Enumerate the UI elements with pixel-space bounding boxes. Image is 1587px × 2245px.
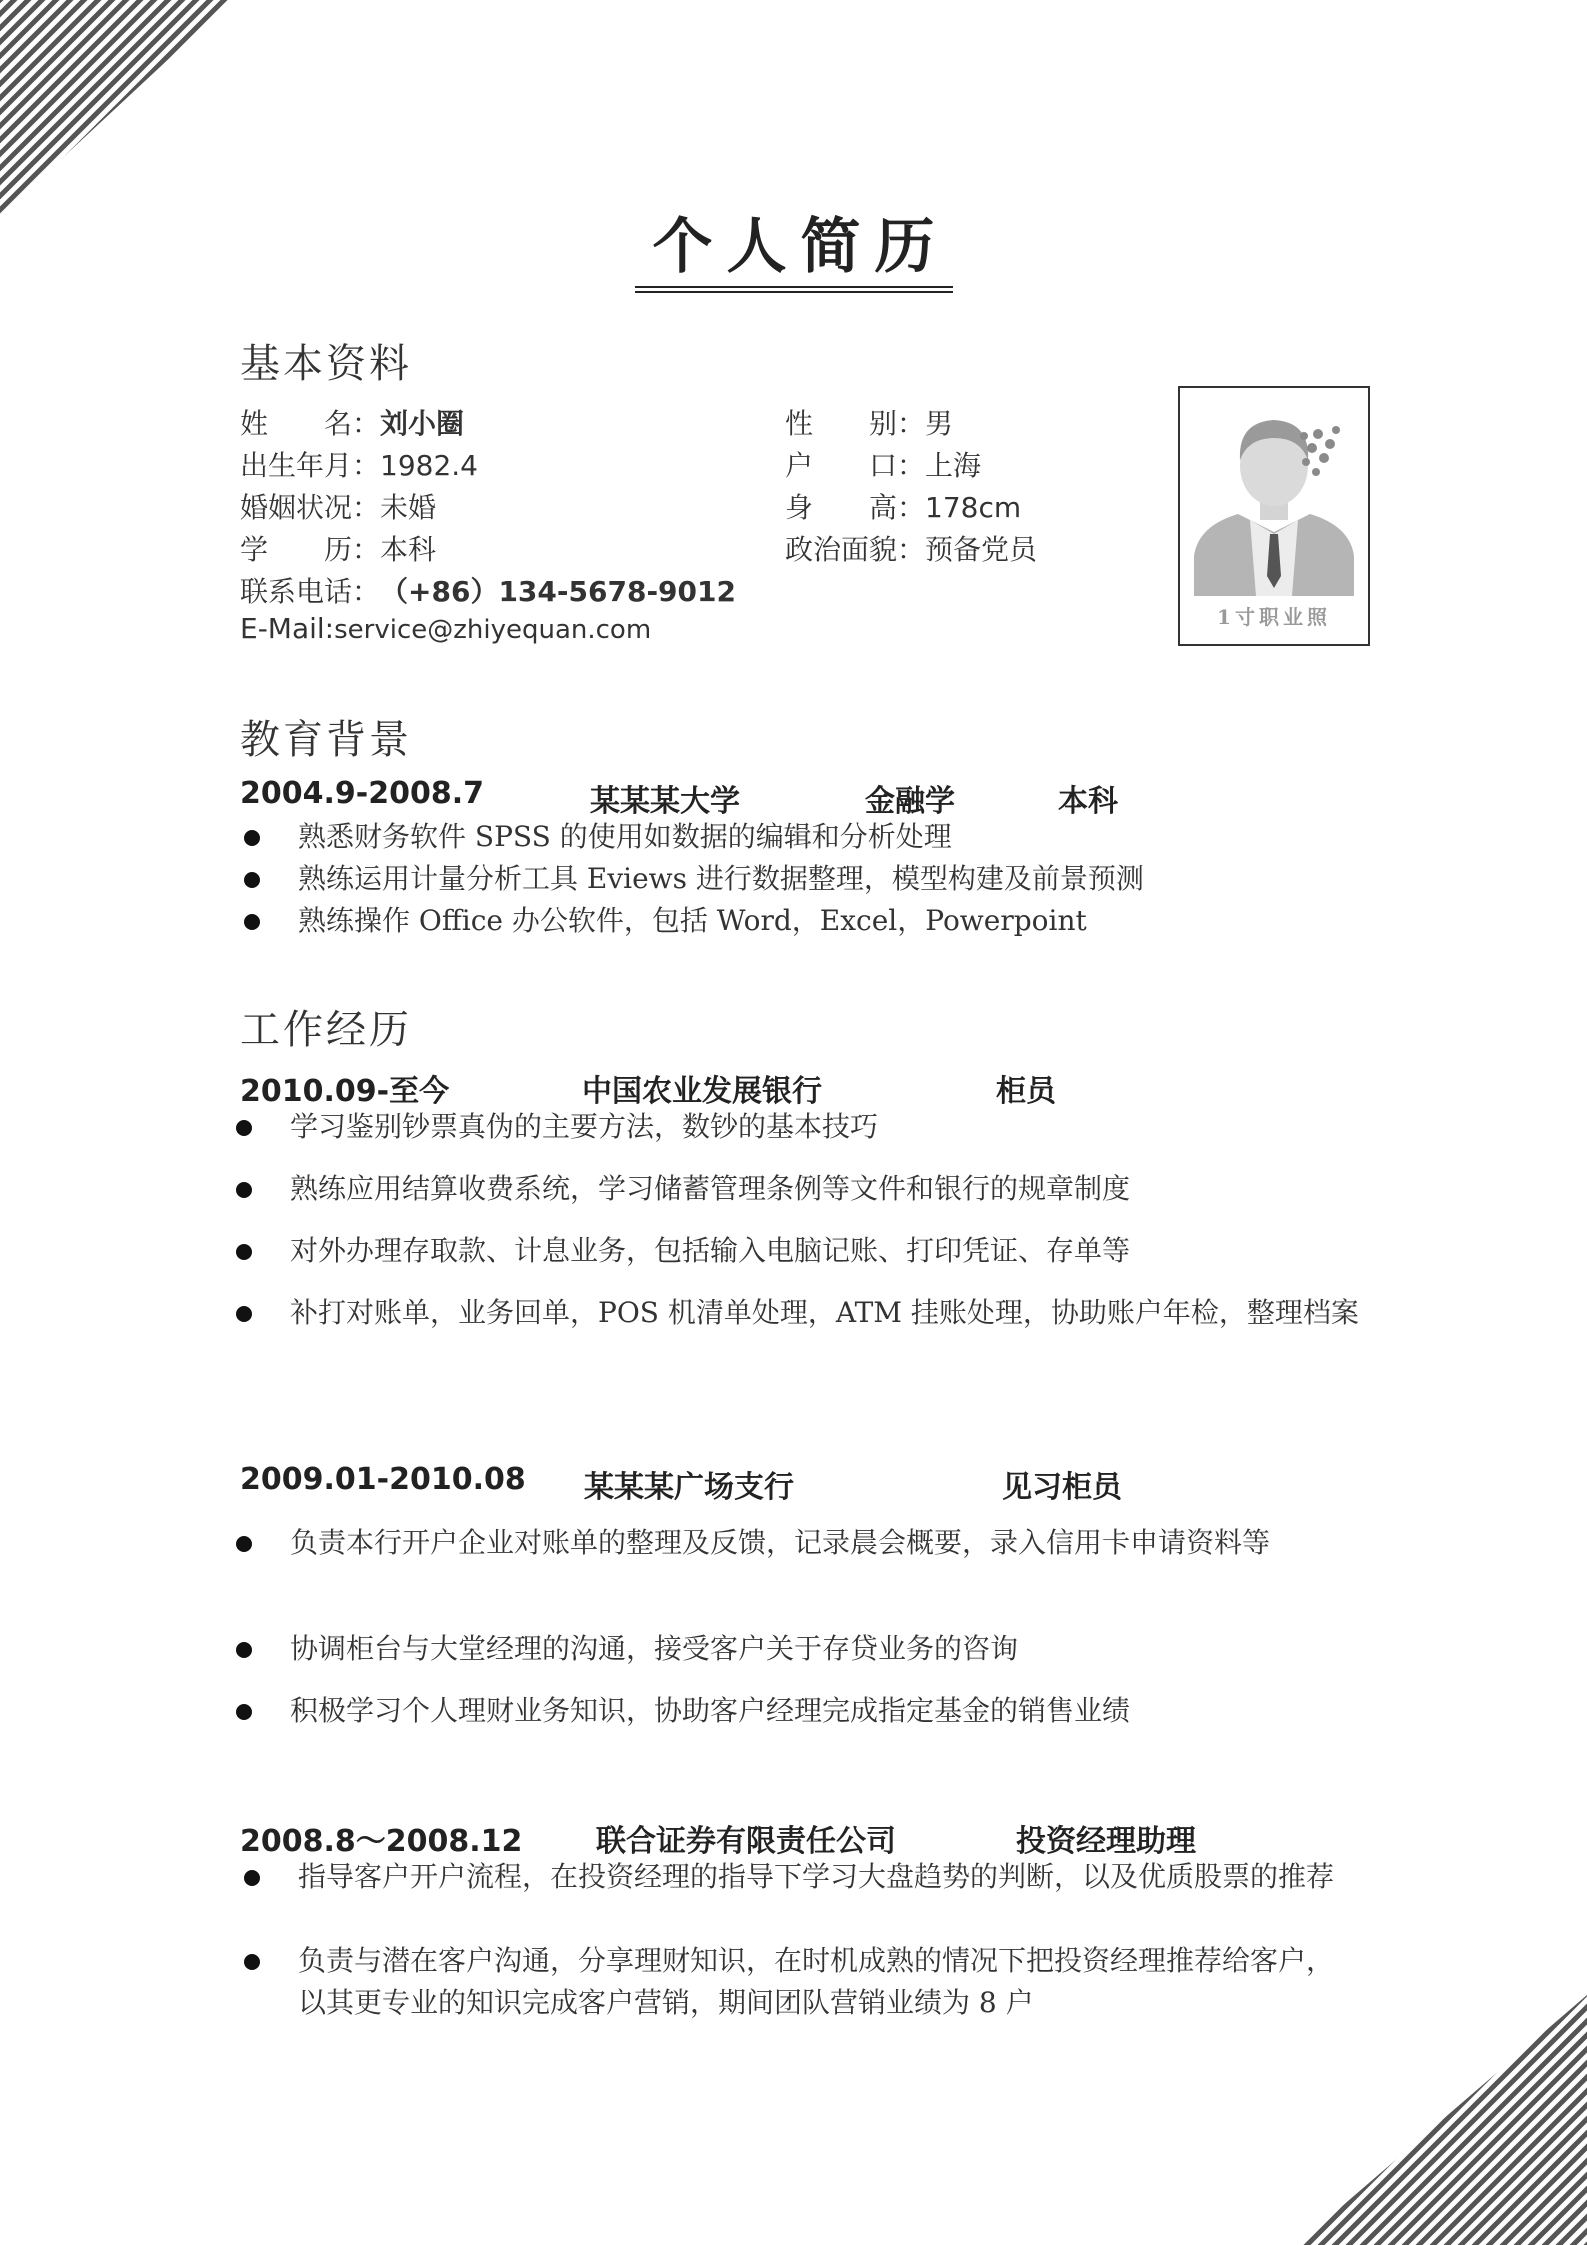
page-title: 个人简历 xyxy=(635,214,953,293)
bullet-dot xyxy=(244,830,260,846)
info-value: 上海 xyxy=(925,449,982,482)
bullet-dot xyxy=(244,1954,260,1970)
list-item xyxy=(232,1106,1392,1148)
list-item xyxy=(232,1690,1392,1732)
info-education xyxy=(240,528,436,568)
info-label: 政治面貌： xyxy=(785,533,926,566)
list-item xyxy=(240,900,1340,942)
list-item xyxy=(232,1628,1392,1670)
education-school: 某某某大学 xyxy=(590,784,740,819)
job-entry-header xyxy=(240,1066,1240,1109)
list-item xyxy=(240,858,1340,900)
bullet-dot xyxy=(236,1182,252,1198)
list-item xyxy=(232,1230,1392,1272)
info-value: 刘小圈 xyxy=(380,407,465,440)
bullet-dot xyxy=(244,872,260,888)
list-item-text: 熟悉财务软件 SPSS 的使用如数据的编辑和分析处理 xyxy=(298,820,952,853)
job-period: 2009.01-2010.08 xyxy=(240,1462,526,1497)
education-degree: 本科 xyxy=(1058,784,1118,819)
info-label: 学 历： xyxy=(240,533,381,566)
info-label: E-Mail: xyxy=(240,612,335,645)
photo-caption: 1寸职业照 xyxy=(1217,605,1331,629)
section-heading-basic: 基本资料 xyxy=(240,341,412,387)
list-item-text: 补打对账单，业务回单，POS 机清单处理，ATM 挂账处理，协助账户年检，整理档案 xyxy=(290,1296,1359,1329)
corner-stripes-top-left xyxy=(0,0,240,220)
list-item xyxy=(240,816,1340,858)
info-value: 本科 xyxy=(380,533,437,566)
list-item-text: 协调柜台与大堂经理的沟通，接受客户关于存贷业务的咨询 xyxy=(290,1632,1019,1665)
job-period: 2010.09-至今 xyxy=(240,1074,450,1109)
bullet-dot xyxy=(236,1536,252,1552)
job-position: 投资经理助理 xyxy=(1016,1824,1196,1859)
info-marital xyxy=(240,486,436,526)
info-label: 婚姻状况： xyxy=(240,491,381,524)
list-item-text: 学习鉴别钞票真伪的主要方法，数钞的基本技巧 xyxy=(290,1110,879,1143)
list-item xyxy=(240,1856,1350,1898)
info-email xyxy=(240,612,651,645)
info-label: 性 别： xyxy=(785,407,926,440)
education-major: 金融学 xyxy=(865,784,955,819)
info-name xyxy=(240,402,464,442)
info-value: 预备党员 xyxy=(925,533,1038,566)
list-item xyxy=(232,1522,1392,1564)
info-value: 男 xyxy=(925,407,954,440)
education-entry-header xyxy=(240,776,1240,819)
bullet-dot xyxy=(236,1704,252,1720)
info-hukou xyxy=(785,444,981,484)
list-item-text: 熟练应用结算收费系统，学习储蓄管理条例等文件和银行的规章制度 xyxy=(290,1172,1131,1205)
job-company: 某某某广场支行 xyxy=(584,1470,794,1505)
info-label: 姓 名： xyxy=(240,407,381,440)
list-item-text: 负责与潜在客户沟通，分享理财知识，在时机成熟的情况下把投资经理推荐给客户，以其更专业的知识完成客户营销，期间团队营销业绩为 8 户 xyxy=(298,1944,1335,2019)
section-heading-work: 工作经历 xyxy=(240,1007,412,1053)
job-position: 柜员 xyxy=(996,1074,1056,1109)
info-value: 1982.4 xyxy=(380,449,478,482)
corner-stripes-bottom-right xyxy=(1287,1995,1587,2245)
job-entry-header xyxy=(240,1462,1240,1505)
info-value: （+86）134-5678-9012 xyxy=(380,575,736,608)
list-item-text: 熟练操作 Office 办公软件，包括 Word，Excel，Powerpoint xyxy=(298,904,1087,937)
bullet-dot xyxy=(236,1306,252,1322)
list-item xyxy=(240,1940,1350,2024)
info-label: 户 口： xyxy=(785,449,926,482)
list-item xyxy=(232,1168,1392,1210)
photo-placeholder xyxy=(1178,386,1370,646)
list-item-text: 积极学习个人理财业务知识，协助客户经理完成指定基金的销售业绩 xyxy=(290,1694,1131,1727)
email-value[interactable]: service@zhiyequan.com xyxy=(334,615,652,645)
section-heading-education: 教育背景 xyxy=(240,717,412,763)
info-gender xyxy=(785,402,953,442)
bullet-dot xyxy=(236,1244,252,1260)
bullet-dot xyxy=(236,1642,252,1658)
job-company: 中国农业发展银行 xyxy=(582,1074,822,1109)
list-item-text: 负责本行开户企业对账单的整理及反馈，记录晨会概要，录入信用卡申请资料等 xyxy=(290,1526,1271,1559)
job-period: 2008.8～2008.12 xyxy=(240,1824,523,1859)
avatar-icon xyxy=(1188,396,1360,596)
list-item-text: 对外办理存取款、计息业务，包括输入电脑记账、打印凭证、存单等 xyxy=(290,1234,1131,1267)
list-item-text: 指导客户开户流程，在投资经理的指导下学习大盘趋势的判断，以及优质股票的推荐 xyxy=(298,1860,1335,1893)
job-position: 见习柜员 xyxy=(1002,1470,1122,1505)
info-height xyxy=(785,486,1021,526)
bullet-dot xyxy=(244,1870,260,1886)
title-wrap xyxy=(0,214,1587,293)
bullet-dot xyxy=(236,1120,252,1136)
list-item xyxy=(232,1292,1392,1334)
education-period: 2004.9-2008.7 xyxy=(240,776,484,811)
info-phone xyxy=(240,570,736,610)
info-label: 身 高： xyxy=(785,491,926,524)
info-political xyxy=(785,528,1037,568)
info-birth xyxy=(240,444,478,484)
job-entry-header xyxy=(240,1816,1240,1859)
info-value: 未婚 xyxy=(380,491,437,524)
bullet-dot xyxy=(244,914,260,930)
info-label: 联系电话： xyxy=(240,575,381,608)
info-label: 出生年月： xyxy=(240,449,381,482)
list-item-text: 熟练运用计量分析工具 Eviews 进行数据整理，模型构建及前景预测 xyxy=(298,862,1144,895)
info-value: 178cm xyxy=(925,491,1022,524)
job-company: 联合证券有限责任公司 xyxy=(596,1824,896,1859)
